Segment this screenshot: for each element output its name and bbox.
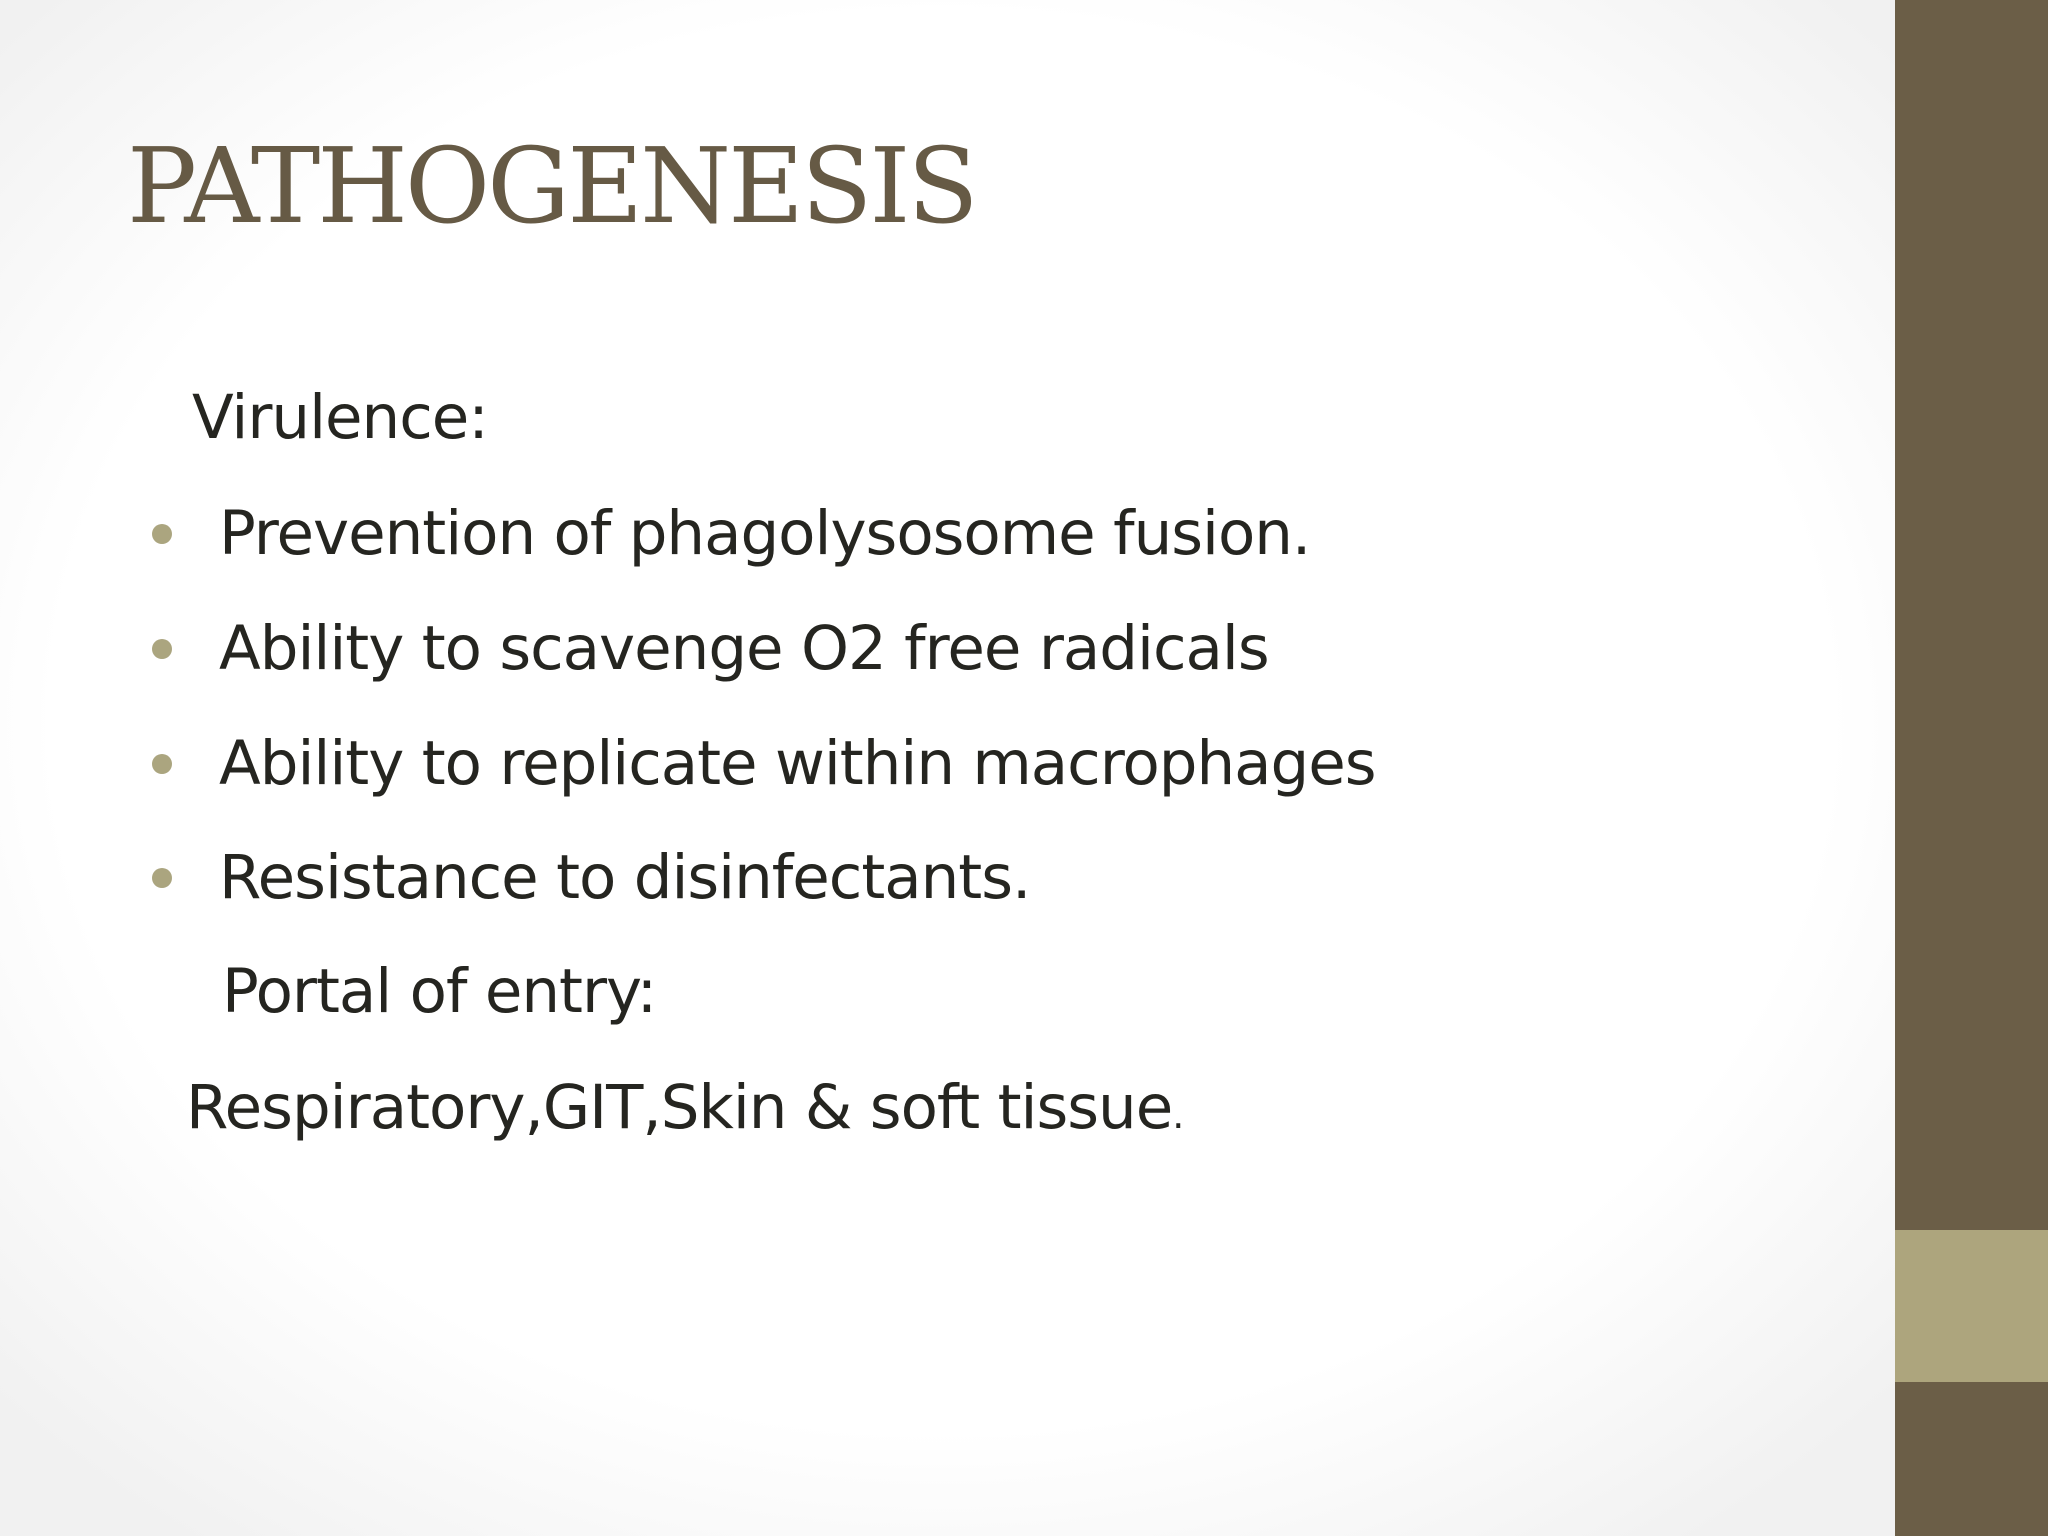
- bullet-text: Ability to scavenge O2 free radicals: [219, 613, 1269, 684]
- bullet-text: Resistance to disinfectants.: [219, 842, 1031, 913]
- side-accent-block: [1895, 1230, 2048, 1382]
- bullet-text: Prevention of phagolysosome fusion.: [219, 498, 1311, 569]
- portal-of-entry-heading: Portal of entry:: [222, 956, 657, 1027]
- bullet-text: Ability to replicate within macrophages: [219, 728, 1376, 799]
- portal-period: .: [1172, 1093, 1184, 1137]
- bullet-icon: [152, 868, 172, 888]
- bullet-item: [148, 838, 1648, 918]
- bullet-icon: [152, 754, 172, 774]
- slide-title: PATHOGENESIS: [127, 125, 976, 247]
- bullet-icon: [152, 524, 172, 544]
- bullet-item: [148, 494, 1648, 574]
- portal-of-entry-list: Respiratory,GIT,Skin & soft tissue: [186, 1072, 1173, 1143]
- portal-of-entry-text: [186, 1068, 1183, 1155]
- bullet-item: [148, 609, 1648, 689]
- bullet-icon: [152, 639, 172, 659]
- bullet-item: [148, 724, 1648, 804]
- virulence-heading: Virulence:: [192, 382, 488, 453]
